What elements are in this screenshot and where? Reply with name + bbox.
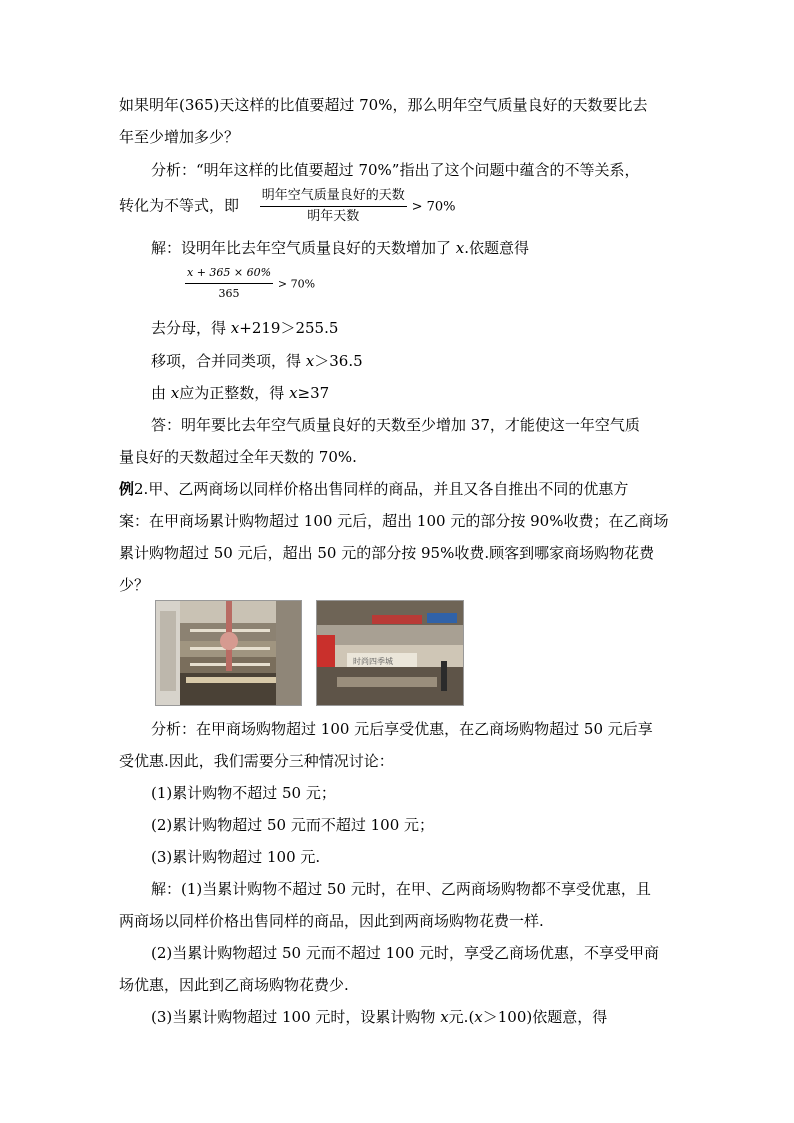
math-variable: x bbox=[440, 1008, 449, 1026]
text-line: 答：明年要比去年空气质量良好的天数至少增加 37，才能使这一年空气质 bbox=[151, 416, 640, 434]
text-span: 由 bbox=[151, 384, 167, 402]
text-span: 应为正整数，得 bbox=[179, 384, 285, 402]
fraction bbox=[260, 187, 407, 226]
store-sign-text: 时尚四季城 bbox=[353, 657, 393, 666]
text-line: 量良好的天数超过全年天数的 70%. bbox=[119, 448, 357, 466]
text-line: 两商场以同样价格出售同样的商品，因此到两商场购物花费一样. bbox=[119, 912, 544, 930]
text-span: ＞36.5 bbox=[314, 352, 363, 370]
text-line bbox=[151, 384, 329, 402]
text-span: 元.( bbox=[448, 1008, 475, 1026]
text-line: 解：(1)当累计购物不超过 50 元时，在甲、乙两商场购物都不享受优惠，且 bbox=[151, 880, 651, 898]
text-span: 2.甲、乙两商场以同样价格出售同样的商品，并且又各自推出不同的优惠方 bbox=[134, 480, 629, 498]
math-variable: x bbox=[474, 1008, 483, 1026]
fraction bbox=[185, 264, 273, 303]
inequality-rhs: > 70% bbox=[277, 277, 316, 291]
text-span: ≥37 bbox=[297, 384, 330, 402]
text-line: 案：在甲商场累计购物超过 100 元后，超出 100 元的部分按 90%收费；在乙商场 bbox=[119, 512, 669, 530]
text-line: 如果明年(365)天这样的比值要超过 70%，那么明年空气质量良好的天数要比去 bbox=[119, 96, 648, 114]
text-line: 少？ bbox=[119, 576, 150, 594]
text-line: 年至少增加多少？ bbox=[119, 128, 240, 146]
text-span: 移项，合并同类项，得 bbox=[151, 352, 302, 370]
text-line: (2)当累计购物超过 50 元而不超过 100 元时，享受乙商场优惠，不享受甲商 bbox=[151, 944, 660, 962]
math-variable: x bbox=[455, 239, 465, 257]
fraction-denominator: 365 bbox=[218, 287, 240, 300]
text-line: 分析：“明年这样的比值要超过 70%”指出了这个问题中蕴含的不等关系， bbox=[151, 161, 640, 179]
inequality-rhs: > 70% bbox=[411, 199, 456, 215]
text-line: 分析：在甲商场购物超过 100 元后享受优惠，在乙商场购物超过 50 元后享 bbox=[151, 720, 653, 738]
text-line: 场优惠，因此到乙商场购物花费少. bbox=[119, 976, 349, 994]
text-span: 去分母，得 bbox=[151, 319, 227, 337]
fraction-numerator: x + 365 × 60% bbox=[185, 264, 273, 284]
math-variable: x bbox=[305, 352, 315, 370]
mall-interior-photo bbox=[316, 600, 464, 706]
inequality-line bbox=[119, 187, 456, 226]
math-variable: x bbox=[230, 319, 240, 337]
mall-atrium-image bbox=[156, 601, 301, 705]
equation-fraction-line bbox=[185, 264, 315, 303]
text-span: ＞100)依题意，得 bbox=[482, 1008, 608, 1026]
text-span: +219＞255.5 bbox=[239, 319, 339, 337]
text-line bbox=[151, 319, 338, 337]
text-line bbox=[151, 239, 529, 257]
math-variable: x bbox=[170, 384, 180, 402]
case-item: (2)累计购物超过 50 元而不超过 100 元； bbox=[151, 816, 435, 834]
example-line bbox=[119, 480, 628, 498]
case-item: (3)累计购物超过 100 元. bbox=[151, 848, 321, 866]
text-line bbox=[151, 352, 363, 370]
mall-atrium-photo bbox=[155, 600, 302, 706]
text-span: (3)当累计购物超过 100 元时，设累计购物 bbox=[151, 1008, 436, 1026]
text-line: 累计购物超过 50 元后，超出 50 元的部分按 95%收费.顾客到哪家商场购物花费 bbox=[119, 544, 655, 562]
text-span: .依题意得 bbox=[464, 239, 530, 257]
mall-interior-image bbox=[317, 601, 463, 705]
text-span: 解：设明年比去年空气质量良好的天数增加了 bbox=[151, 239, 452, 257]
text-line bbox=[151, 1008, 607, 1026]
fraction-denominator: 明年天数 bbox=[307, 209, 360, 224]
case-item: (1)累计购物不超过 50 元； bbox=[151, 784, 336, 802]
text-line: 受优惠.因此，我们需要分三种情况讨论： bbox=[119, 752, 394, 770]
text-span: 转化为不等式，即 bbox=[119, 196, 240, 215]
example-label: 例 bbox=[119, 480, 135, 498]
fraction-numerator: 明年空气质量良好的天数 bbox=[260, 187, 407, 207]
math-variable: x bbox=[289, 384, 298, 402]
